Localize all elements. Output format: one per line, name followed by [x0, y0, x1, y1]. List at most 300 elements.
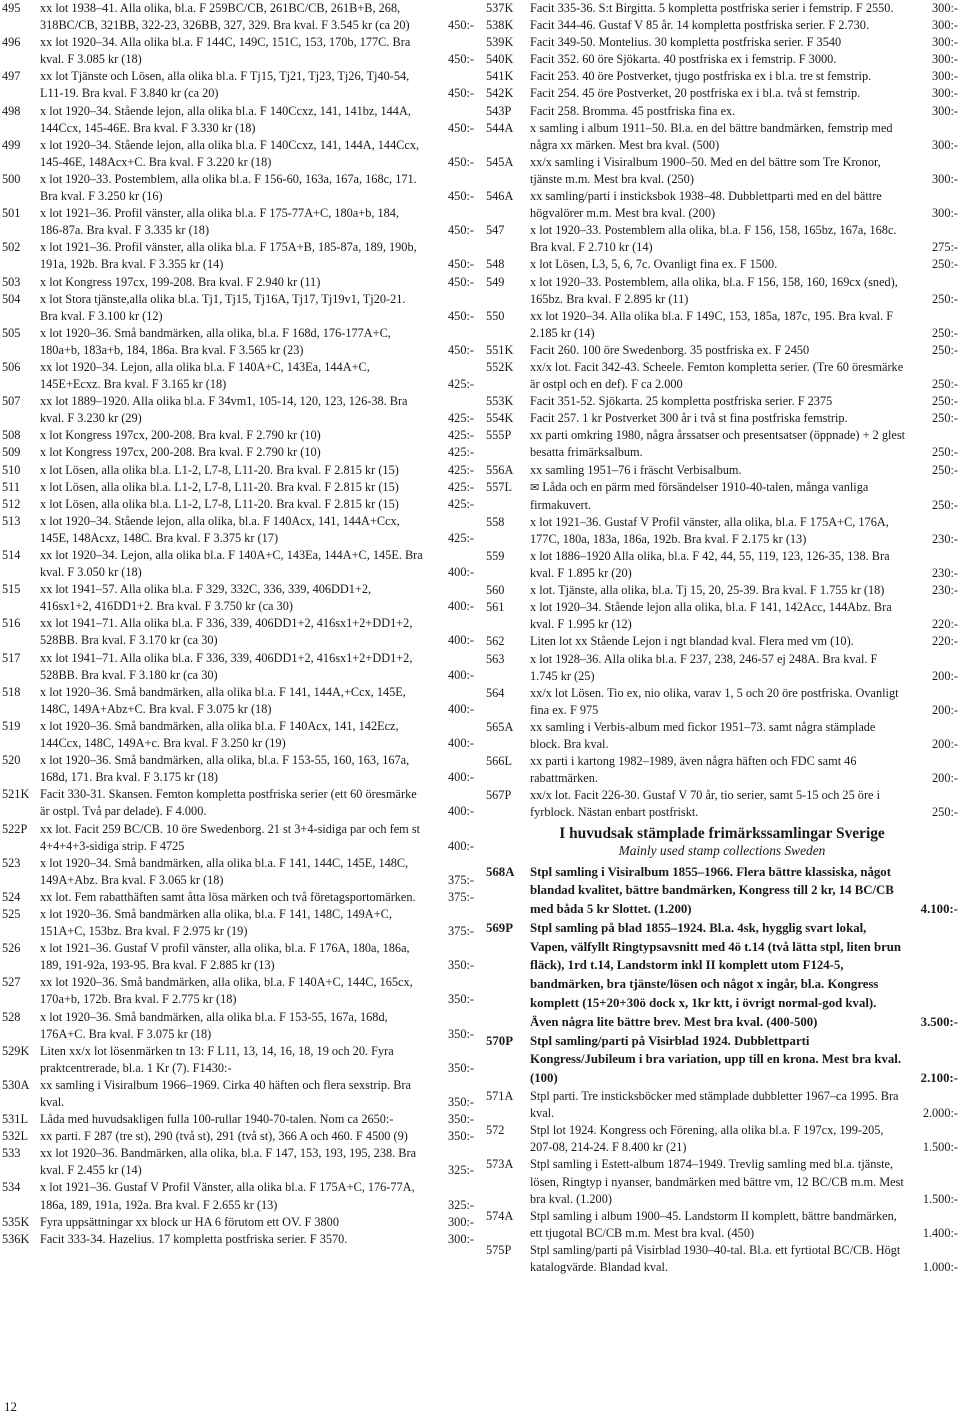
lot-description — [40, 1009, 474, 1043]
lot-price: 350:- — [448, 1129, 474, 1144]
lot-number: 513 — [2, 513, 21, 528]
lot-text: xx parti omkring 1980, några årssatser och presentsatser (öppnade) + 2 glest besatta frimärksalbum. — [530, 428, 906, 460]
lot-body — [40, 889, 474, 906]
lot-text: x lot 1920–33. Postemblem, alla olika, bl.a. F 156, 158, 160, 169cx (sned), 165bz. Bra kval. F 2.895 kr (11) — [530, 274, 898, 306]
lot-description — [40, 1128, 474, 1145]
lot-price: 425:- — [448, 462, 474, 477]
lot-number: 552K — [486, 359, 514, 374]
lot-body — [530, 685, 958, 719]
lot-entry — [486, 51, 958, 68]
lot-description — [40, 205, 474, 239]
lot-price: 250:- — [932, 805, 958, 820]
lot-price: 350:- — [448, 992, 474, 1007]
lot-text: Facit 253. 40 öre Postverket, tjugo postfriska ex i bl.a. tre st femstrip. — [530, 69, 872, 84]
lot-price: 250:- — [932, 377, 958, 392]
lot-entry — [2, 1214, 474, 1231]
lot-text: xx samling i Visiralbum 1966–1969. Cirka 40 häften och flera sexstrip. Bra kval. — [40, 1077, 411, 1109]
lot-body — [530, 462, 958, 479]
lot-body — [40, 940, 474, 974]
lot-description — [530, 17, 958, 34]
lot-text: x lot 1920–34. Stående lejon, alla olika bl.a. F 140Ccxz, 141, 141bz, 144A, 144Ccx, 145-46E. Bra kval. F 3.330 kr (18) — [40, 103, 411, 135]
lot-number: 549 — [486, 274, 505, 289]
lot-entry — [2, 359, 474, 393]
lot-text: Facit 344-46. Gustaf V 85 år. 14 kompletta postfriska serier. F 2.730. — [530, 18, 870, 33]
lot-text: xx/x lot. Facit 226-30. Gustaf V 70 år, tio serier, samt 5-15 och 25 öre i fyrblock. Nästan enbart postfriskt. — [530, 788, 880, 820]
lot-number: 517 — [2, 650, 21, 665]
lot-price: 325:- — [448, 1163, 474, 1178]
lot-description — [40, 171, 474, 205]
lot-number: 521K — [2, 787, 30, 802]
lot-number: 501 — [2, 206, 21, 221]
lot-description — [40, 68, 474, 102]
lot-entry — [2, 684, 474, 718]
lot-price: 400:- — [448, 565, 474, 580]
lot-price: 400:- — [448, 599, 474, 614]
lot-text: x lot 1920–34. Små bandmärken, alla olika bl.a. F 141, 144C, 145E, 148C, 149A+Abz. Bra kval. F 3.065 kr (18) — [40, 855, 409, 887]
lot-text: Stpl lot 1924. Kongress och Förening, alla olika bl.a. F 197cx, 199-205, 207-08, 214-24. F 8.400 kr (21) — [530, 1123, 884, 1155]
lot-number: 542K — [486, 86, 514, 101]
lot-description — [40, 889, 474, 906]
lot-body — [530, 479, 958, 514]
lot-description — [530, 68, 958, 85]
lot-entry — [2, 1128, 474, 1145]
lot-text: xx lot 1920–34. Alla olika bl.a. F 149C, 153, 185a, 187c, 195. Bra kval. F 2.185 kr (14) — [530, 308, 894, 340]
lot-text: x lot 1928–36. Alla olika bl.a. F 237, 238, 246-57 ej 248A. Bra kval. F 1.745 kr (25) — [530, 651, 878, 683]
lot-number: 546A — [486, 189, 514, 204]
lot-price: 400:- — [448, 804, 474, 819]
lot-body — [530, 51, 958, 68]
lot-price: 250:- — [932, 462, 958, 477]
lot-description — [40, 1145, 474, 1179]
lot-price: 1.500:- — [922, 1140, 958, 1155]
lot-number: 565A — [486, 719, 514, 734]
lot-description — [40, 103, 474, 137]
lot-number: 541K — [486, 69, 514, 84]
lot-number: 538K — [486, 18, 514, 33]
lot-body — [530, 514, 958, 548]
lot-entry — [486, 308, 958, 342]
lot-price: 230:- — [932, 531, 958, 546]
lot-number: 575P — [486, 1242, 512, 1257]
section-subtitle: Mainly used stamp collections Sweden — [618, 842, 826, 858]
lot-number: 509 — [2, 445, 21, 460]
lot-body — [530, 120, 958, 154]
lot-price: 300:- — [932, 52, 958, 67]
lot-text: xx/x lot Lösen. Tio ex, nio olika, varav 1, 5 och 20 öre postfriska. Ovanligt fina ex. F 975 — [530, 685, 899, 717]
lot-text: Fyra uppsättningar xx block ur HA 6 förutom ett OV. F 3800 — [40, 1214, 339, 1229]
lot-entry — [486, 274, 958, 308]
lot-description — [40, 855, 474, 889]
lot-entry — [2, 1231, 474, 1248]
lot-text: x lot 1921–36. Profil vänster, alla olika bl.a. F 175-77A+C, 180a+b, 184, 186-87a. Bra kval. F 3.335 kr (18) — [40, 206, 400, 238]
lot-entry — [2, 906, 474, 940]
lot-price: 220:- — [932, 617, 958, 632]
lot-description — [530, 274, 958, 308]
lot-entry — [2, 137, 474, 171]
lot-body — [530, 308, 958, 342]
lot-price: 450:- — [448, 18, 474, 33]
lot-price: 350:- — [448, 1112, 474, 1127]
lot-price: 450:- — [448, 257, 474, 272]
lot-entry — [2, 1145, 474, 1179]
lot-description — [40, 496, 474, 513]
lot-number: 556A — [486, 462, 514, 477]
lot-price: 450:- — [448, 52, 474, 67]
lot-price: 200:- — [932, 771, 958, 786]
lot-number: 525 — [2, 906, 21, 921]
lot-description — [530, 154, 958, 188]
lot-text: xx lot 1920–34. Alla olika bl.a. F 144C, 149C, 151C, 153, 170b, 177C. Bra kval. F 3.085 kr (18) — [40, 35, 411, 67]
lot-text: x lot Lösen, alla olika bl.a. L1-2, L7-8, L11-20. Bra kval. F 2.815 kr (15) — [40, 462, 399, 477]
lot-price: 300:- — [932, 1, 958, 15]
lot-description — [530, 256, 958, 273]
lot-body — [530, 85, 958, 102]
lot-price: 1.000:- — [922, 1260, 958, 1274]
lot-number: 519 — [2, 718, 21, 733]
lot-text: xx lot 1920–34. Lejon, alla olika bl.a. F 140A+C, 143Ea, 144A+C, 145E+Ecxz. Bra kval. F 3.165 kr (18) — [40, 359, 370, 392]
lot-entry — [2, 205, 474, 239]
lot-number: 497 — [2, 69, 21, 84]
lot-price: 450:- — [448, 274, 474, 289]
lot-text: x samling i album 1911–50. Bl.a. en del bättre bandmärken, femstrip med några xx märken. Mest bra kval. (500) — [530, 120, 893, 152]
lot-entry — [2, 479, 474, 496]
lot-description — [530, 753, 958, 787]
lot-entry — [486, 1242, 958, 1276]
lot-description — [40, 1111, 474, 1128]
lot-body — [40, 1179, 474, 1213]
lot-text: Stpl samling på blad 1855–1924. Bl.a. 4sk, hygglig svart lokal, Vapen, välfyllt Ringtypsavsnitt med 4ö t.14 (två lätta stpl, liten brun fläck), 1rd t.14, Landstorm inkl II komplett utom F124-5, bandmärken, bra tjänste/lösen och något x ingår, bl.a. Kongress komplett (15+20+30ö dock x, 1kr ktt, i övrigt normal-god kval). Även några lite bättre brev. Mest bra kval. (400-500) — [530, 920, 902, 1029]
lot-price: 425:- — [448, 411, 474, 426]
section-lot-list — [486, 863, 958, 1089]
lot-number: 526 — [2, 941, 21, 956]
lot-entry — [486, 103, 958, 120]
lot-price: 425:- — [448, 428, 474, 443]
lot-price: 450:- — [448, 86, 474, 101]
lot-entry — [2, 855, 474, 889]
lot-number: 564 — [486, 685, 505, 700]
lot-entry — [486, 0, 958, 17]
lot-number: 504 — [2, 291, 21, 306]
lot-body — [40, 479, 474, 496]
lot-text: xx samling/parti i insticksbok 1938–48. Dubblettparti med en del bättre högvalörer m.m. Mest bra kval. (200) — [530, 189, 882, 221]
lot-description — [530, 462, 958, 479]
lot-body — [530, 393, 958, 410]
lot-description — [530, 685, 958, 719]
lot-entry — [486, 359, 958, 393]
lot-description — [40, 1043, 474, 1077]
lot-number: 535K — [2, 1214, 30, 1229]
lot-entry — [2, 1179, 474, 1213]
lot-price: 4.100:- — [920, 902, 958, 917]
lot-entry — [486, 753, 958, 787]
lot-description — [40, 359, 474, 393]
lot-body — [40, 855, 474, 889]
lot-text: x lot Lösen, alla olika bl.a. L1-2, L7-8, L11-20. Bra kval. F 2.815 kr (15) — [40, 496, 399, 511]
lot-entry — [2, 752, 474, 786]
lot-body — [530, 34, 958, 51]
lot-price: 250:- — [932, 257, 958, 272]
lot-description — [40, 34, 474, 68]
lot-entry — [486, 919, 958, 1032]
lot-text: Facit 254. 45 öre Postverket, 20 postfriska ex i bl.a. två st femstrip. — [530, 86, 861, 101]
lot-entry — [486, 427, 958, 461]
lot-number: 539K — [486, 35, 514, 50]
lot-body — [530, 188, 958, 222]
lot-entry — [486, 787, 958, 821]
lot-price: 400:- — [448, 736, 474, 751]
lot-entry — [486, 68, 958, 85]
lot-text: x lot 1920–36. Små bandmärken, alla olika bl.a. F 141, 144A,+Ccx, 145E, 148C, 149A+Abz+C. Bra kval. F 3.075 kr (18) — [40, 684, 406, 716]
lot-body — [530, 1208, 958, 1242]
lot-price: 250:- — [932, 291, 958, 306]
lot-text: x lot 1920–36. Små bandmärken, alla olika bl.a. F 153-55, 167a, 168d, 176A+C. Bra kval. F 3.075 kr (18) — [40, 1009, 388, 1041]
lot-description — [530, 548, 958, 582]
lot-number: 554K — [486, 411, 514, 426]
lot-price: 300:- — [932, 171, 958, 186]
lot-description — [40, 1214, 474, 1231]
lot-number: 523 — [2, 855, 21, 870]
lot-description — [530, 1088, 958, 1122]
lot-description — [40, 137, 474, 171]
lot-number: 532L — [2, 1129, 28, 1144]
lot-number: 496 — [2, 35, 21, 50]
lot-text: xx lot 1920–36. Bandmärken, alla olika, bl.a. F 147, 153, 193, 195, 238. Bra kval. F 2.455 kr (14) — [40, 1146, 417, 1178]
lot-body — [530, 154, 958, 188]
lot-entry — [2, 325, 474, 359]
lot-description — [40, 325, 474, 359]
lot-description — [40, 821, 474, 855]
lot-description — [530, 359, 958, 393]
lot-description — [40, 462, 474, 479]
lot-description — [40, 427, 474, 444]
lot-number: 495 — [2, 1, 21, 15]
lot-entry — [486, 17, 958, 34]
lot-text: x lot 1920–34. Stående lejon alla olika, bl.a. F 141, 142Acc, 144Abz. Bra kval. F 1.995 kr (12) — [530, 600, 892, 632]
lot-number: 524 — [2, 889, 21, 904]
lot-description — [530, 85, 958, 102]
lot-body — [40, 325, 474, 359]
lot-price: 375:- — [448, 889, 474, 904]
lot-body — [530, 919, 958, 1032]
lot-number: 508 — [2, 428, 21, 443]
lot-description — [530, 651, 958, 685]
lot-number: 544A — [486, 120, 514, 135]
lot-entry — [486, 256, 958, 273]
lot-entry — [486, 222, 958, 256]
lot-number: 531L — [2, 1112, 28, 1127]
lot-description — [40, 1179, 474, 1213]
lot-description — [530, 0, 958, 17]
lot-text: xx/x samling i Visiralbum 1900–50. Med en del bättre som Tre Kronor, tjänste m.m. Mest bra kval. (250) — [530, 154, 881, 186]
lot-text: x lot 1920–33. Postemblem, alla olika bl.a. F 156-60, 163a, 167a, 168c, 171. Bra kval. F 3.250 kr (16) — [40, 171, 417, 204]
lot-text: x lot 1920–36. Små bandmärken alla olika, bl.a. F 141, 148C, 149A+C, 151A+C, 153bz. Bra kval. F 2.975 kr (19) — [40, 906, 392, 939]
lot-body — [40, 1231, 474, 1248]
lot-price: 400:- — [448, 838, 474, 853]
lot-description — [40, 0, 474, 34]
lot-text: Facit 349-50. Montelius. 30 kompletta postfriska serier. F 3540 — [530, 35, 842, 50]
lot-body — [530, 787, 958, 821]
lot-entry — [2, 496, 474, 513]
lot-number: 567P — [486, 788, 512, 803]
lot-entry — [486, 651, 958, 685]
lot-number: 569P — [486, 920, 514, 935]
lot-text: x lot Kongress 197cx, 200-208. Bra kval. F 2.790 kr (10) — [40, 428, 321, 443]
lot-description — [40, 684, 474, 718]
lot-entry — [486, 479, 958, 514]
lot-text: x lot Kongress 197cx, 200-208. Bra kval. F 2.790 kr (10) — [40, 445, 321, 460]
lot-body — [530, 1156, 958, 1207]
lot-body — [40, 974, 474, 1008]
lot-body — [530, 274, 958, 308]
lot-description — [530, 599, 958, 633]
lot-price: 450:- — [448, 308, 474, 323]
lot-number: 516 — [2, 616, 21, 631]
lot-price: 300:- — [932, 69, 958, 84]
lot-price: 300:- — [448, 1214, 474, 1229]
lot-price: 400:- — [448, 667, 474, 682]
lot-entry — [486, 1032, 958, 1088]
lot-number: 534 — [2, 1180, 21, 1195]
lot-body — [40, 615, 474, 649]
lot-description — [40, 274, 474, 291]
lot-body — [40, 427, 474, 444]
lot-body — [40, 1009, 474, 1043]
lot-description — [530, 719, 958, 753]
lot-entry — [486, 599, 958, 633]
lot-text: xx samling i Verbis-album med fickor 1951–73. samt några stämplade block. Bra kval. — [530, 719, 876, 752]
lot-description — [530, 1242, 958, 1276]
lot-entry — [2, 547, 474, 581]
lot-entry — [486, 188, 958, 222]
lot-price: 400:- — [448, 770, 474, 785]
lot-text: Stpl samling i Visiralbum 1855–1966. Flera bättre klassiska, något blandad kvalitet, bättre bandmärken, Kongress till 2 kr, 14 BC/CB med båda 5 kr Slottet. (1.200) — [530, 864, 894, 917]
lot-entry — [486, 633, 958, 650]
lot-price: 300:- — [932, 137, 958, 152]
right-column — [486, 0, 958, 1276]
lot-price: 200:- — [932, 668, 958, 683]
lot-price: 200:- — [932, 737, 958, 752]
lot-text: Liten xx/x lot lösenmärken tn 13: F L11, 13, 14, 16, 18, 19 och 20. Fyra praktcentrerade, bl.a. 1 Kr (7). F1430:- — [40, 1043, 394, 1075]
lot-text: xx lot 1941–57. Alla olika bl.a. F 329, 332C, 336, 339, 406DD1+2, 416sx1+2, 416DD1+2. Bra kval. F 3.750 kr (ca 30) — [40, 582, 372, 614]
lot-entry — [2, 718, 474, 752]
lot-text: Facit 351-52. Sjökarta. 25 kompletta postfriska serier. F 2375 — [530, 394, 833, 409]
lot-body — [40, 752, 474, 786]
lot-description — [40, 615, 474, 649]
lot-text: Stpl samling i album 1900–45. Landstorm II komplett, bättre bandmärken, ett tjugotal BC/CB m.m. Mest bra kval. (450) — [530, 1208, 897, 1240]
page-number: 12 — [4, 1399, 17, 1414]
lot-entry — [2, 291, 474, 325]
lot-text: xx lot Tjänste och Lösen, alla olika bl.a. F Tj15, Tj21, Tj23, Tj26, Tj40-54, L11-19. Bra kval. F 3.840 kr (ca 20) — [40, 69, 410, 101]
lot-price: 230:- — [932, 583, 958, 598]
lot-description — [40, 906, 474, 940]
lot-text: Stpl samling/parti på Visirblad 1930–40-tal. Bl.a. ett fyrtiotal BC/CB. Högt katalogvärde. Blandad kval. — [530, 1242, 901, 1274]
lot-number: 545A — [486, 154, 514, 169]
lot-number: 548 — [486, 257, 505, 272]
lot-text: x lot 1920–33. Postemblem alla olika, bl.a. F 156, 158, 165bz, 167a, 168c. Bra kval. F 2.710 kr (14) — [530, 223, 897, 255]
lot-description — [40, 291, 474, 325]
lot-price: 250:- — [932, 394, 958, 409]
lot-entry — [486, 85, 958, 102]
lot-price: 300:- — [448, 1231, 474, 1246]
lot-entry — [486, 154, 958, 188]
lot-body — [40, 786, 474, 820]
section-title: I huvudsak stämplade frimärkssamlingar Sverige — [559, 824, 885, 842]
lot-entry — [2, 889, 474, 906]
lot-description — [530, 1032, 958, 1088]
lot-price: 300:- — [932, 103, 958, 118]
lot-price: 220:- — [932, 634, 958, 649]
lot-number: 500 — [2, 171, 21, 186]
lot-description — [530, 514, 958, 548]
lot-price: 2.100:- — [920, 1071, 958, 1086]
lot-price: 425:- — [448, 377, 474, 392]
lot-body — [530, 582, 958, 599]
lot-text: Facit 335-36. S:t Birgitta. 5 kompletta postfriska serier i femstrip. F 2550. — [530, 1, 894, 15]
lot-number: 572 — [486, 1123, 505, 1138]
left-column — [2, 0, 474, 1248]
lot-entry — [2, 1009, 474, 1043]
lot-description — [530, 410, 958, 427]
lot-description — [530, 787, 958, 821]
lot-number: 570P — [486, 1033, 514, 1048]
lot-price: 2.000:- — [922, 1106, 958, 1121]
lot-number: 561 — [486, 600, 505, 615]
lot-number: 514 — [2, 548, 21, 562]
lot-body — [530, 753, 958, 787]
lot-description — [530, 393, 958, 410]
lot-description — [530, 51, 958, 68]
lot-entry — [2, 650, 474, 684]
lot-number: 551K — [486, 342, 514, 357]
lot-number: 550 — [486, 308, 505, 323]
lot-entry — [2, 239, 474, 273]
lot-body — [40, 444, 474, 461]
lot-text: x lot 1921–36. Profil vänster, alla olika bl.a. F 175A+B, 185-87a, 189, 190b, 191a, 192b. Bra kval. F 3.355 kr (14) — [40, 240, 417, 272]
lot-entry — [486, 1122, 958, 1156]
lot-price: 375:- — [448, 924, 474, 939]
lot-body — [40, 496, 474, 513]
lot-body — [40, 34, 474, 68]
lot-price: 450:- — [448, 223, 474, 238]
lot-price: 250:- — [932, 445, 958, 460]
lot-number: 505 — [2, 325, 21, 340]
lot-number: 518 — [2, 684, 21, 699]
lot-description — [40, 1077, 474, 1111]
lot-description — [530, 863, 958, 919]
lot-number: 553K — [486, 394, 514, 409]
lot-price: 200:- — [932, 702, 958, 717]
lot-body — [40, 547, 474, 581]
lot-number: 536K — [2, 1231, 30, 1246]
lot-text: xx lot 1941–71. Alla olika bl.a. F 336, 339, 406DD1+2, 416sx1+2+DD1+2, 528BB. Bra kval. F 3.170 kr (ca 30) — [40, 616, 413, 648]
lot-price: 450:- — [448, 189, 474, 204]
lot-body — [40, 1128, 474, 1145]
lot-price: 350:- — [448, 958, 474, 973]
lot-number: 557L — [486, 479, 512, 494]
lot-body — [40, 581, 474, 615]
lot-body — [40, 0, 474, 34]
lot-entry — [2, 1043, 474, 1077]
lot-body — [40, 513, 474, 547]
lot-body — [530, 68, 958, 85]
lot-text: x lot Stora tjänste,alla olika bl.a. Tj1, Tj15, Tj16A, Tj17, Tj19v1, Tj20-21. Bra kval. F 3.100 kr (12) — [40, 291, 406, 323]
lot-body — [530, 719, 958, 753]
lot-number: 558 — [486, 514, 505, 529]
lot-entry — [2, 171, 474, 205]
lot-price: 400:- — [448, 633, 474, 648]
lot-entry — [486, 1088, 958, 1122]
lot-number: 573A — [486, 1157, 514, 1172]
